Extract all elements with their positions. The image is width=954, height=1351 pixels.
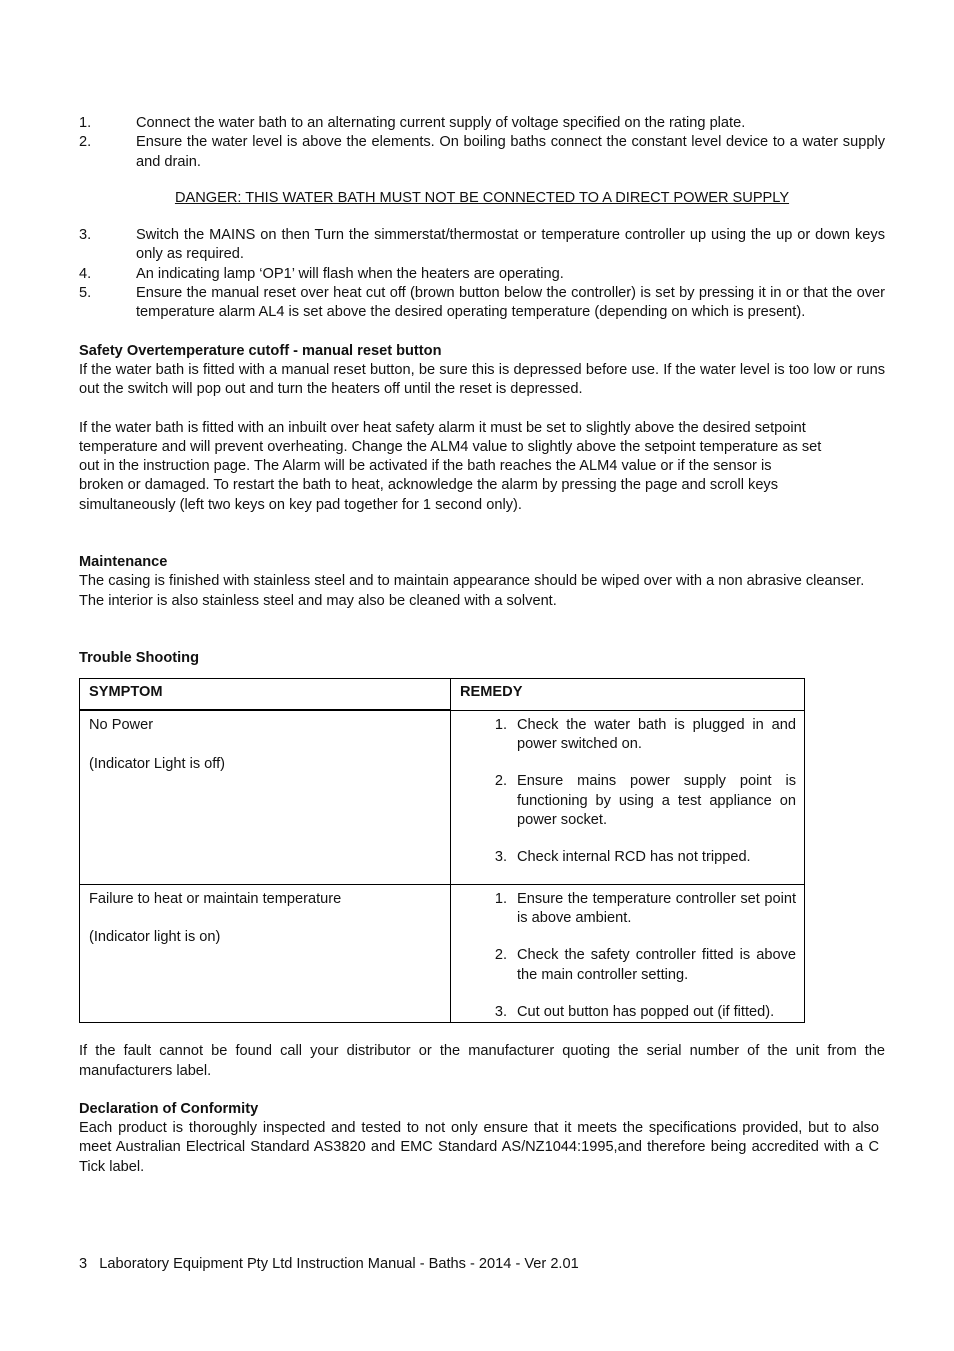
safety-paragraph-2 xyxy=(79,419,885,515)
remedy-text: Ensure the temperature controller set point is above ambient. xyxy=(517,890,796,927)
column-header-remedy: REMEDY xyxy=(451,679,805,711)
symptom-text: Failure to heat or maintain temperature xyxy=(89,890,342,907)
step-number: 3. xyxy=(79,227,92,244)
list-item xyxy=(460,1003,796,1022)
list-item xyxy=(79,226,885,265)
remedy-text: Cut out button has popped out (if fitted). xyxy=(517,1003,775,1020)
remedy-text: Ensure mains power supply point is functioning by using a test appliance on power socket. xyxy=(517,773,796,828)
step-text: Ensure the manual reset over heat cut off (brown button below the controller) is set by pressing it in or that the over temperature alarm AL4 is set above the desired operating temperature (depending on which is present). xyxy=(136,285,885,321)
safety-paragraph-1: If the water bath is fitted with a manual reset button, be sure this is depressed before use. If the water level is too low or runs out the switch will pop out and turn the heaters off until the reset is depressed. xyxy=(79,361,885,398)
footer-text: Laboratory Equipment Pty Ltd Instruction Manual - Baths - 2014 - Ver 2.01 xyxy=(99,1256,579,1272)
text-line: simultaneously (left two keys on key pad together for 1 second only). xyxy=(79,496,522,513)
step-number: 5. xyxy=(79,285,92,302)
step-number: 4. xyxy=(79,265,92,282)
remedy-text: Check the safety controller fitted is above the main controller setting. xyxy=(517,947,796,983)
remedy-text: Check the water bath is plugged in and power switched on. xyxy=(517,716,796,753)
remedy-number: 3. xyxy=(494,1003,507,1020)
page-number: 3 xyxy=(79,1256,88,1272)
list-item xyxy=(460,890,796,929)
text-line: If the water bath is fitted with an inbuilt over heat safety alarm it must be set to slightly above the desired setpoint xyxy=(79,419,806,436)
list-item xyxy=(79,133,885,172)
step-text: An indicating lamp ‘OP1’ will flash when the heaters are operating. xyxy=(136,265,564,282)
safety-heading: Safety Overtemperature cutoff - manual reset button xyxy=(79,342,442,359)
step-text: Switch the MAINS on then Turn the simmerstat/thermostat or temperature controller up using the up or down keys only as required. xyxy=(136,227,885,263)
maintenance-heading: Maintenance xyxy=(79,554,168,571)
indicator-text: (Indicator light is on) xyxy=(89,929,221,946)
danger-notice: DANGER: THIS WATER BATH MUST NOT BE CONNECTED TO A DIRECT POWER SUPPLY xyxy=(174,189,790,206)
table-row xyxy=(80,710,805,884)
list-item xyxy=(460,772,796,830)
troubleshooting-table xyxy=(79,678,805,1023)
list-item xyxy=(79,265,885,284)
remedy-number: 2. xyxy=(494,773,507,790)
text-line: out in the instruction page. The Alarm will be activated if the bath reaches the ALM4 value or if the sensor is xyxy=(79,458,772,475)
remedy-cell xyxy=(451,710,805,884)
list-item xyxy=(79,284,885,323)
list-item xyxy=(460,716,796,755)
document-page xyxy=(79,114,885,1177)
maintenance-paragraph-2: The interior is also stainless steel and may also be cleaned with a solvent. xyxy=(79,592,557,609)
fault-note: If the fault cannot be found call your distributor or the manufacturer quoting the serial number of the unit from the manufacturers label. xyxy=(79,1043,885,1079)
table-row xyxy=(80,884,805,1022)
conformity-paragraph: Each product is thoroughly inspected and tested to not only ensure that it meets the specifications provided, but to also meet Australian Electrical Standard AS3820 and EMC Standard AS/NZ1044:1995,and therefore being accredited with a C Tick label. xyxy=(79,1120,879,1175)
text-line: broken or damaged. To restart the bath to heat, acknowledge the alarm by pressing the page and scroll keys xyxy=(79,477,779,494)
setup-steps-list-a xyxy=(79,114,885,172)
setup-steps-list-b xyxy=(79,226,885,322)
troubleshooting-heading: Trouble Shooting xyxy=(79,649,199,666)
symptom-cell xyxy=(80,710,451,884)
list-item xyxy=(460,848,796,867)
list-item xyxy=(460,946,796,985)
conformity-heading: Declaration of Conformity xyxy=(79,1100,259,1117)
column-header-symptom: SYMPTOM xyxy=(80,679,451,711)
remedy-cell xyxy=(451,884,805,1022)
step-number: 2. xyxy=(79,134,92,151)
symptom-cell xyxy=(80,884,451,1022)
remedy-text: Check internal RCD has not tripped. xyxy=(517,849,751,866)
symptom-text: No Power xyxy=(89,717,154,734)
step-text: Ensure the water level is above the elements. On boiling baths connect the constant level device to a water supply and drain. xyxy=(136,134,885,170)
remedy-number: 1. xyxy=(494,716,507,733)
text-line: temperature and will prevent overheating. Change the ALM4 value to slightly above the setpoint temperature as set xyxy=(79,438,822,455)
step-text: Connect the water bath to an alternating current supply of voltage specified on the rating plate. xyxy=(136,115,746,131)
list-item xyxy=(79,114,885,133)
maintenance-paragraph-1: The casing is finished with stainless steel and to maintain appearance should be wiped over with a non abrasive cleanser. xyxy=(79,573,865,590)
remedy-number: 2. xyxy=(494,947,507,964)
remedy-list xyxy=(460,716,796,868)
table-header-row xyxy=(80,679,805,711)
indicator-text: (Indicator Light is off) xyxy=(89,755,226,772)
remedy-list xyxy=(460,890,796,1022)
remedy-number: 1. xyxy=(494,890,507,907)
page-footer xyxy=(79,1255,579,1274)
remedy-number: 3. xyxy=(494,849,507,866)
step-number: 1. xyxy=(79,115,92,131)
